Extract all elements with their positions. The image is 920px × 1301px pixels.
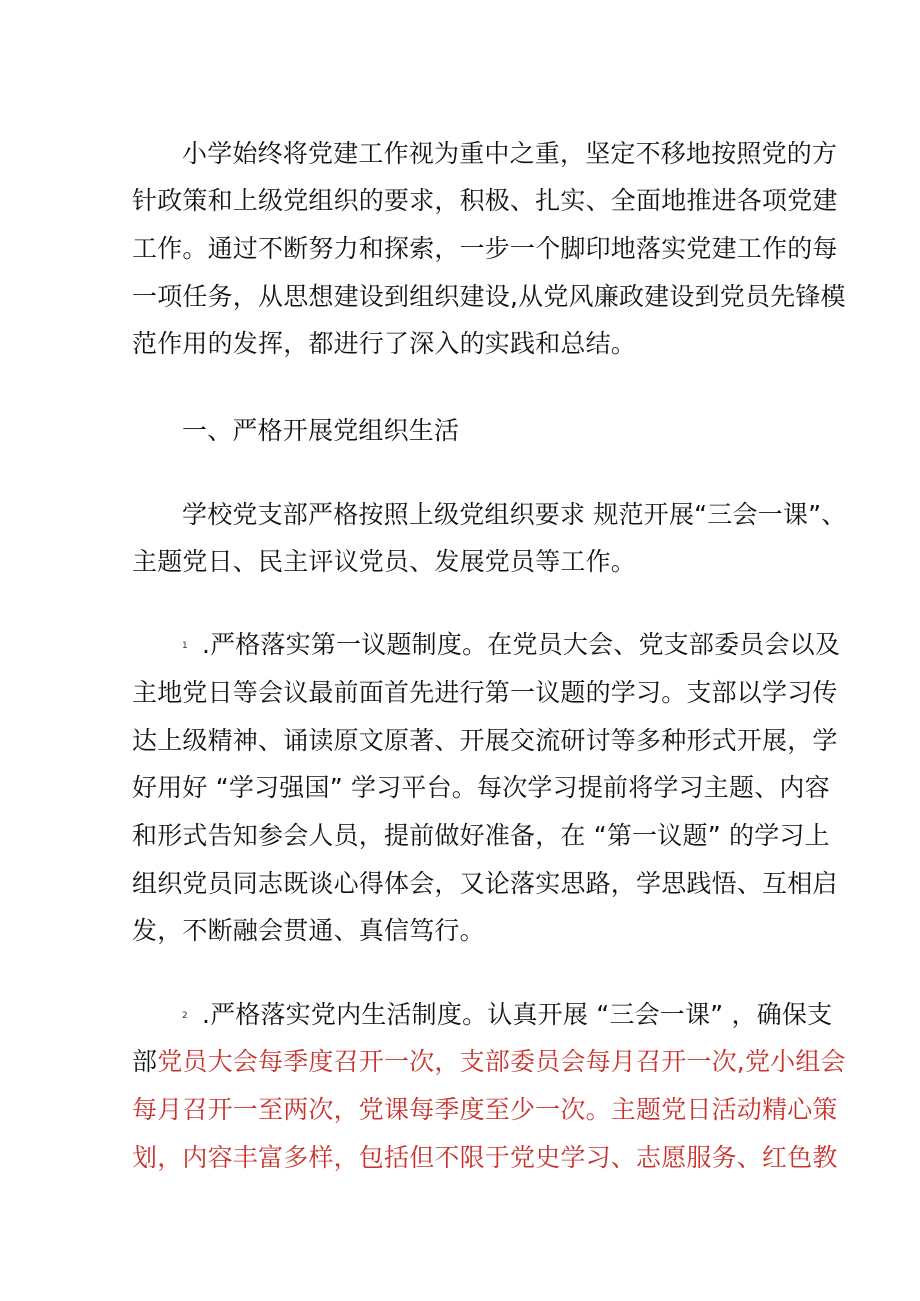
intro-line-2: 针政策和上级党组织的要求，积极、扎实、全面地推进各项党建 — [132, 186, 838, 215]
item1-line-3: 达上级精神、诵读原文原著、开展交流研讨等多种形式开展，学 — [132, 726, 838, 755]
section1-line-1: 学校党支部严格按照上级党组织要求 规范开展“三会一课”、 — [182, 500, 847, 529]
item2-line-2 — [132, 1046, 846, 1078]
intro-line-3: 工作。通过不断努力和探索，一步一个脚印地落实党建工作的每 — [132, 234, 838, 263]
intro-line-1: 小学始终将党建工作视为重中之重，坚定不移地按照党的方 — [182, 139, 838, 168]
item1-line-4: 好用好 “学习强国” 学习平台。每次学习提前将学习主题、内容 — [132, 773, 830, 802]
item2-line2-black: 部 — [132, 1047, 158, 1076]
item1-line-1 — [182, 629, 840, 662]
item2-line-3: 每月召开一至两次，党课每季度至少一次。主题党日活动精心策 — [132, 1095, 838, 1124]
item2-number: 2 — [182, 1011, 188, 1021]
item1-text: .严格落实第一议题制度。在党员大会、党支部委员会以及 — [201, 630, 841, 659]
item1-line-6: 组织党员同志既谈心得体会，又论落实思路，学思践悟、互相启 — [132, 869, 838, 898]
section-heading: 一、严格开展党组织生活 — [182, 416, 460, 445]
intro-line-5: 范作用的发挥，都进行了深入的实践和总结。 — [132, 329, 637, 358]
item2-text: .严格落实党内生活制度。认真开展 “三会一课” ，确保支 — [201, 1000, 833, 1029]
section1-line-2: 主题党日、民主评议党员、发展党员等工作。 — [132, 547, 637, 576]
item2-line-4: 划，内容丰富多样，包括但不限于党史学习、志愿服务、红色教 — [132, 1143, 838, 1172]
item2-line-1 — [182, 999, 832, 1032]
item2-line2-red: 党员大会每季度召开一次，支部委员会每月召开一次,党小组会 — [157, 1047, 846, 1076]
item1-number: 1 — [182, 641, 188, 651]
item1-line-7: 发，不断融会贯通、真信笃行。 — [132, 916, 485, 945]
intro-line-4: 一项任务，从思想建设到组织建设,从党风廉政建设到党员先锋模 — [132, 282, 846, 311]
item1-line-5: 和形式告知参会人员，提前做好准备，在 “第一议题” 的学习上 — [132, 821, 830, 850]
item1-line-2: 主地党日等会议最前面首先进行第一议题的学习。支部以学习传 — [132, 678, 838, 707]
